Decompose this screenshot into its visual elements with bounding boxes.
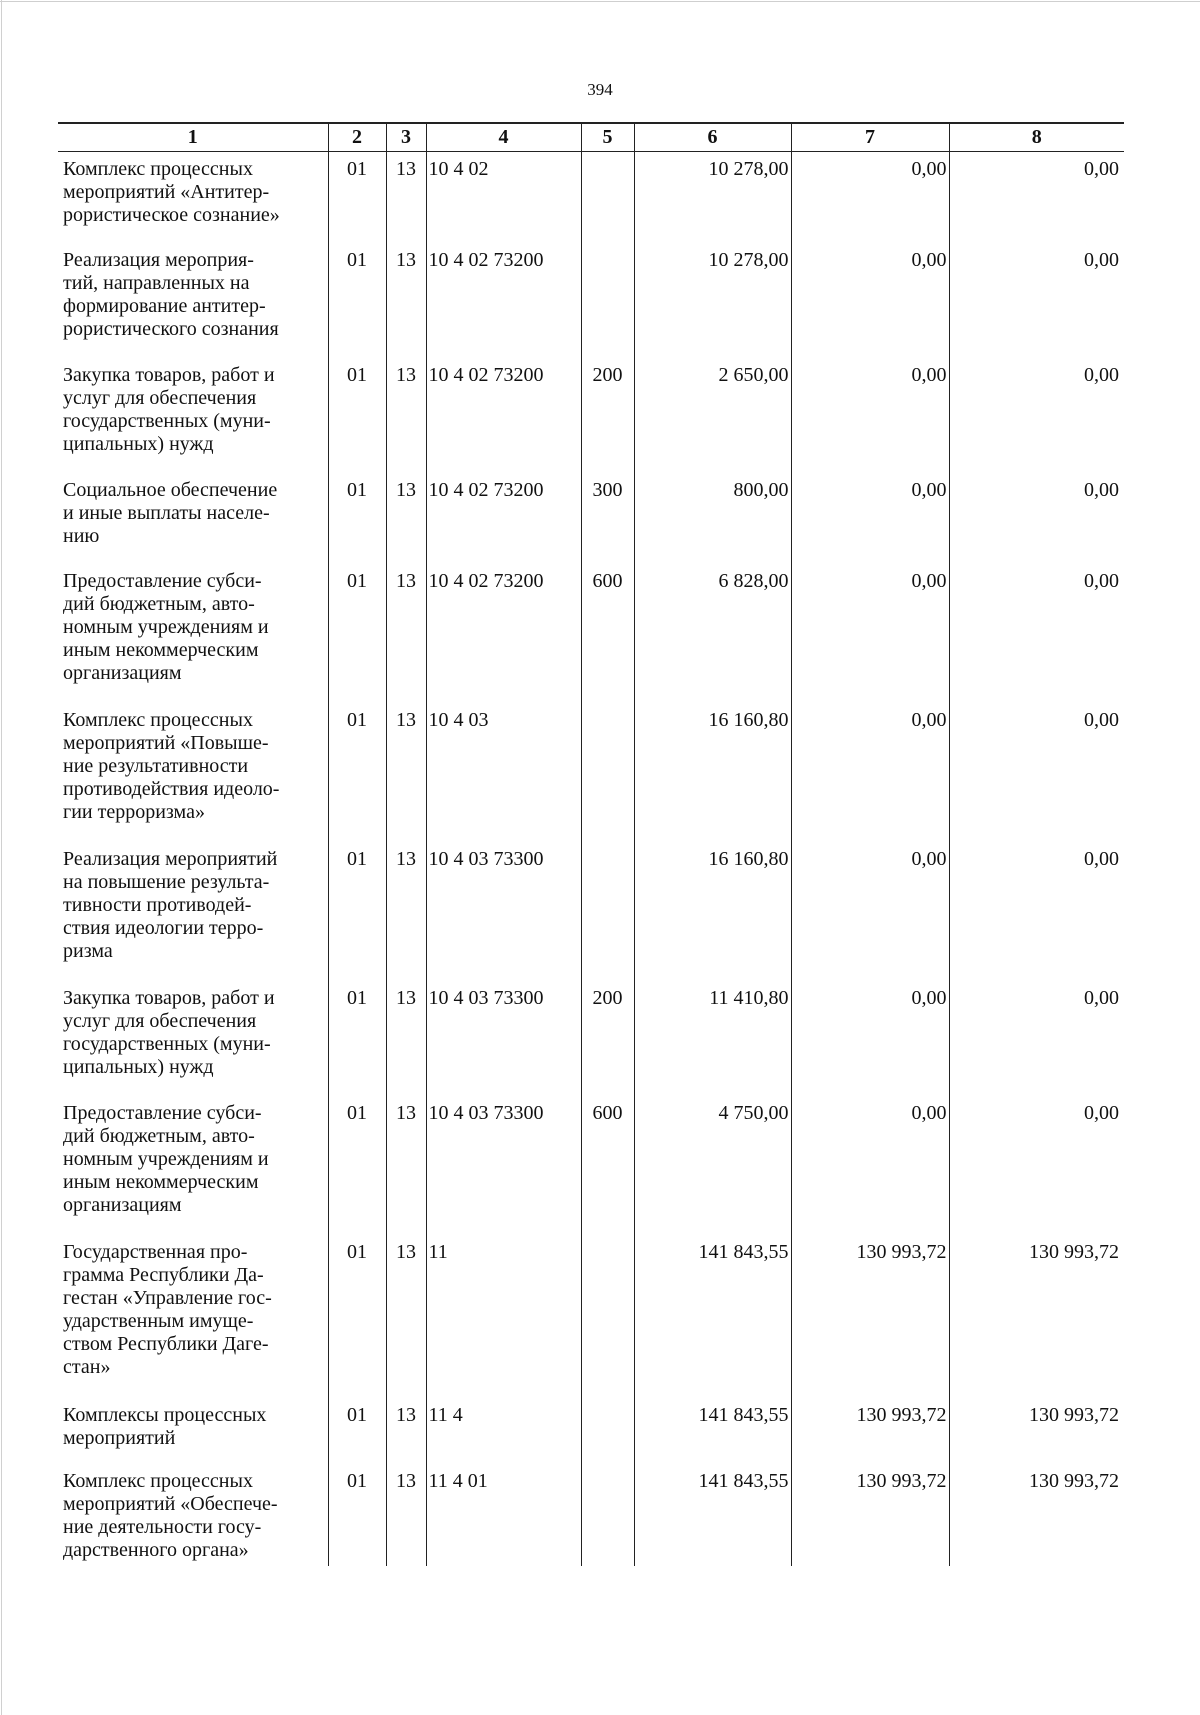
expense-type-cell — [581, 1398, 634, 1464]
column-header: 2 — [328, 123, 386, 152]
amount-col7-cell: 0,00 — [791, 243, 949, 358]
expense-type-cell: 200 — [581, 981, 634, 1096]
subsection-code-cell: 13 — [386, 1235, 426, 1398]
amount-col7-cell: 0,00 — [791, 703, 949, 842]
subsection-code-cell: 13 — [386, 1464, 426, 1566]
subsection-code-cell: 13 — [386, 473, 426, 564]
row-name-line: дий бюджетным, авто- — [63, 592, 255, 615]
row-name-line: мероприятий «Повыше- — [63, 731, 269, 754]
amount-col8-cell: 0,00 — [949, 152, 1124, 243]
amount-col7-cell: 130 993,72 — [791, 1464, 949, 1566]
target-article-cell: 10 4 02 73200 — [426, 564, 581, 703]
amount-col6-cell: 16 160,80 — [634, 703, 791, 842]
target-article-cell: 10 4 02 73200 — [426, 243, 581, 358]
amount-col8-cell: 130 993,72 — [949, 1235, 1124, 1398]
row-name-cell — [58, 1398, 328, 1464]
row-name-line: государственных (муни- — [63, 1032, 271, 1055]
amount-col7-cell: 0,00 — [791, 564, 949, 703]
table-header-row — [58, 123, 1124, 152]
amount-col7-cell: 0,00 — [791, 842, 949, 981]
section-code-cell: 01 — [328, 1096, 386, 1235]
table-row — [58, 1464, 1124, 1566]
scan-edge-left — [1, 0, 2, 1715]
subsection-code-cell: 13 — [386, 1398, 426, 1464]
amount-col6-cell: 16 160,80 — [634, 842, 791, 981]
section-code-cell: 01 — [328, 473, 386, 564]
row-name-cell — [58, 1235, 328, 1398]
row-name-cell — [58, 152, 328, 243]
table-row — [58, 1096, 1124, 1235]
expense-type-cell: 600 — [581, 564, 634, 703]
row-name-line: государственных (муни- — [63, 409, 271, 432]
amount-col6-cell: 141 843,55 — [634, 1235, 791, 1398]
row-name-line: на повышение результа- — [63, 870, 270, 893]
amount-col6-cell: 141 843,55 — [634, 1398, 791, 1464]
row-name-line: Закупка товаров, работ и — [63, 363, 275, 386]
row-name-line: Государственная про- — [63, 1240, 248, 1263]
row-name-cell — [58, 1464, 328, 1566]
row-name-line: Предоставление субси- — [63, 1101, 262, 1124]
row-name-line: мероприятий «Обеспече- — [63, 1492, 278, 1515]
subsection-code-cell: 13 — [386, 358, 426, 473]
target-article-cell: 10 4 03 73300 — [426, 1096, 581, 1235]
row-name-line: ством Республики Даге- — [63, 1332, 269, 1355]
expense-type-cell — [581, 1464, 634, 1566]
column-header: 1 — [58, 123, 328, 152]
column-header: 4 — [426, 123, 581, 152]
row-name-line: и иные выплаты населе- — [63, 501, 270, 524]
page-number: 394 — [587, 80, 613, 99]
row-name-line: формирование антитер- — [63, 294, 266, 317]
amount-col6-cell: 6 828,00 — [634, 564, 791, 703]
expense-type-cell — [581, 703, 634, 842]
row-name-line: дарственного органа» — [63, 1538, 249, 1561]
target-article-cell: 10 4 03 — [426, 703, 581, 842]
amount-col6-cell: 10 278,00 — [634, 243, 791, 358]
row-name-line: ствия идеологии терро- — [63, 916, 264, 939]
target-article-cell: 11 4 01 — [426, 1464, 581, 1566]
target-article-cell: 10 4 03 73300 — [426, 842, 581, 981]
row-name-line: рористическое сознание» — [63, 204, 280, 226]
row-name-line: услуг для обеспечения — [63, 1009, 257, 1032]
row-name-line: ципальных) нужд — [63, 432, 214, 455]
amount-col7-cell: 0,00 — [791, 981, 949, 1096]
scan-edge-top — [0, 1, 1200, 2]
amount-col8-cell: 0,00 — [949, 243, 1124, 358]
amount-col7-cell: 0,00 — [791, 152, 949, 243]
row-name-line: организациям — [63, 661, 182, 684]
expense-type-cell — [581, 152, 634, 243]
column-header: 6 — [634, 123, 791, 152]
row-name-line: иным некоммерческим — [63, 638, 259, 661]
row-name-line: гии терроризма» — [63, 800, 205, 823]
expense-type-cell: 300 — [581, 473, 634, 564]
amount-col8-cell: 0,00 — [949, 981, 1124, 1096]
amount-col6-cell: 4 750,00 — [634, 1096, 791, 1235]
row-name-cell — [58, 842, 328, 981]
section-code-cell: 01 — [328, 842, 386, 981]
section-code-cell: 01 — [328, 243, 386, 358]
section-code-cell: 01 — [328, 981, 386, 1096]
row-name-line: организациям — [63, 1193, 182, 1216]
column-header: 7 — [791, 123, 949, 152]
budget-table — [58, 122, 1124, 1566]
row-name-line: гестан «Управление гос- — [63, 1286, 272, 1309]
row-name-line: иным некоммерческим — [63, 1170, 259, 1193]
row-name-line: услуг для обеспечения — [63, 386, 257, 409]
row-name-line: мероприятий — [63, 1426, 176, 1449]
amount-col7-cell: 130 993,72 — [791, 1235, 949, 1398]
table-row — [58, 981, 1124, 1096]
amount-col8-cell: 0,00 — [949, 473, 1124, 564]
row-name-line: тий, направленных на — [63, 271, 250, 294]
row-name-cell — [58, 564, 328, 703]
amount-col6-cell: 11 410,80 — [634, 981, 791, 1096]
column-header: 5 — [581, 123, 634, 152]
table-row — [58, 564, 1124, 703]
row-name-line: номным учреждениям и — [63, 615, 269, 638]
row-name-line: ципальных) нужд — [63, 1055, 214, 1078]
row-name-cell — [58, 981, 328, 1096]
expense-type-cell: 200 — [581, 358, 634, 473]
subsection-code-cell: 13 — [386, 152, 426, 243]
table-row — [58, 1398, 1124, 1464]
column-header: 3 — [386, 123, 426, 152]
amount-col8-cell: 0,00 — [949, 1096, 1124, 1235]
expense-type-cell — [581, 1235, 634, 1398]
row-name-cell — [58, 243, 328, 358]
table-row — [58, 243, 1124, 358]
expense-type-cell: 600 — [581, 1096, 634, 1235]
table-row — [58, 473, 1124, 564]
row-name-line: Социальное обеспечение — [63, 478, 278, 501]
row-name-line: ние результативности — [63, 754, 249, 777]
subsection-code-cell: 13 — [386, 564, 426, 703]
table-row — [58, 1235, 1124, 1398]
subsection-code-cell: 13 — [386, 243, 426, 358]
row-name-line: стан» — [63, 1355, 111, 1378]
row-name-line: Реализация мероприя- — [63, 248, 254, 271]
amount-col6-cell: 2 650,00 — [634, 358, 791, 473]
row-name-cell — [58, 703, 328, 842]
amount-col8-cell: 0,00 — [949, 564, 1124, 703]
row-name-line: номным учреждениям и — [63, 1147, 269, 1170]
amount-col6-cell: 800,00 — [634, 473, 791, 564]
row-name-line: ние деятельности госу- — [63, 1515, 262, 1538]
subsection-code-cell: 13 — [386, 703, 426, 842]
row-name-line: грамма Республики Да- — [63, 1263, 264, 1286]
expense-type-cell — [581, 243, 634, 358]
row-name-line: Реализация мероприятий — [63, 847, 278, 870]
row-name-cell — [58, 473, 328, 564]
row-name-line: Комплекс процессных — [63, 1469, 253, 1492]
expense-type-cell — [581, 842, 634, 981]
amount-col7-cell: 130 993,72 — [791, 1398, 949, 1464]
target-article-cell: 11 4 — [426, 1398, 581, 1464]
subsection-code-cell: 13 — [386, 981, 426, 1096]
row-name-line: мероприятий «Антитер- — [63, 181, 270, 203]
subsection-code-cell: 13 — [386, 1096, 426, 1235]
section-code-cell: 01 — [328, 1398, 386, 1464]
amount-col7-cell: 0,00 — [791, 358, 949, 473]
row-name-line: противодействия идеоло- — [63, 777, 280, 800]
row-name-line: тивности противодей- — [63, 893, 252, 916]
amount-col8-cell: 130 993,72 — [949, 1464, 1124, 1566]
section-code-cell: 01 — [328, 358, 386, 473]
section-code-cell: 01 — [328, 152, 386, 243]
target-article-cell: 10 4 03 73300 — [426, 981, 581, 1096]
table-row — [58, 703, 1124, 842]
section-code-cell: 01 — [328, 1235, 386, 1398]
row-name-line: нию — [63, 524, 100, 547]
row-name-line: Предоставление субси- — [63, 569, 262, 592]
section-code-cell: 01 — [328, 564, 386, 703]
amount-col7-cell: 0,00 — [791, 1096, 949, 1235]
target-article-cell: 10 4 02 73200 — [426, 358, 581, 473]
amount-col8-cell: 130 993,72 — [949, 1398, 1124, 1464]
row-name-line: Комплекс процессных — [63, 708, 253, 731]
amount-col7-cell: 0,00 — [791, 473, 949, 564]
column-header: 8 — [949, 123, 1124, 152]
amount-col8-cell: 0,00 — [949, 703, 1124, 842]
table-row — [58, 358, 1124, 473]
row-name-line: Комплекс процессных — [63, 158, 253, 180]
amount-col8-cell: 0,00 — [949, 842, 1124, 981]
row-name-line: дий бюджетным, авто- — [63, 1124, 255, 1147]
amount-col6-cell: 141 843,55 — [634, 1464, 791, 1566]
table-row — [58, 842, 1124, 981]
amount-col8-cell: 0,00 — [949, 358, 1124, 473]
target-article-cell: 11 — [426, 1235, 581, 1398]
row-name-cell — [58, 1096, 328, 1235]
section-code-cell: 01 — [328, 1464, 386, 1566]
amount-col6-cell: 10 278,00 — [634, 152, 791, 243]
row-name-line: Закупка товаров, работ и — [63, 986, 275, 1009]
subsection-code-cell: 13 — [386, 842, 426, 981]
row-name-cell — [58, 358, 328, 473]
row-name-line: ризма — [63, 939, 113, 962]
row-name-line: Комплексы процессных — [63, 1403, 267, 1426]
row-name-line: ударственным имуще- — [63, 1309, 254, 1332]
table-row — [58, 152, 1124, 243]
target-article-cell: 10 4 02 73200 — [426, 473, 581, 564]
section-code-cell: 01 — [328, 703, 386, 842]
row-name-line: рористического сознания — [63, 317, 279, 340]
target-article-cell: 10 4 02 — [426, 152, 581, 243]
